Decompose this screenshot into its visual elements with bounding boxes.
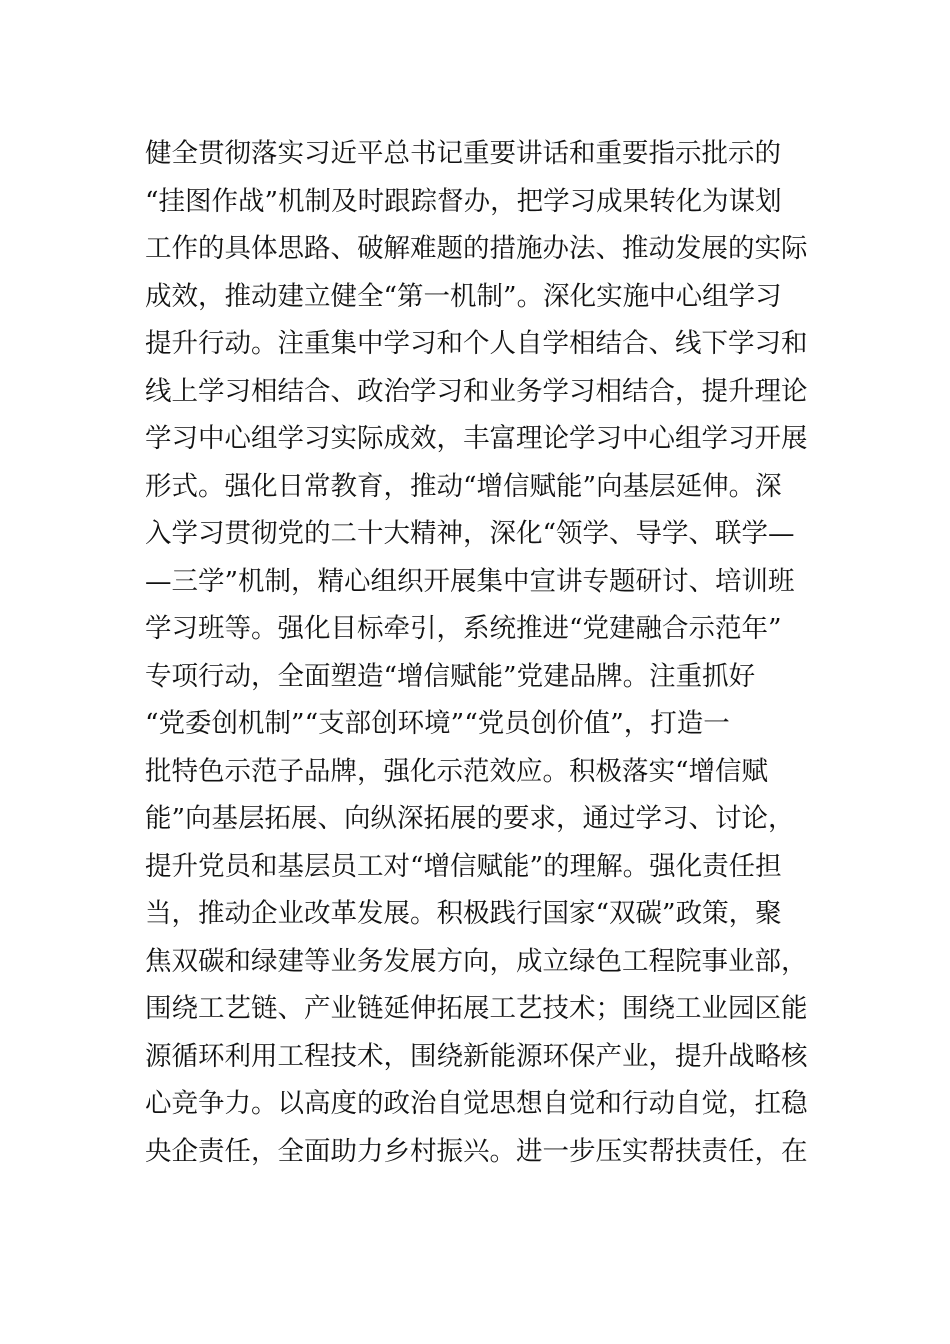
text-line: 提升行动。注重集中学习和个人自学相结合、线下学习和 [145, 328, 808, 359]
body-text [145, 130, 815, 1175]
text-line: “党委创机制”“支部创环境”“党员创价值”，打造一 [145, 708, 730, 739]
text-line: 央企责任，全面助力乡村振兴。进一步压实帮扶责任，在 [145, 1135, 808, 1167]
text-line: 入学习贯彻党的二十大精神，深化“领学、导学、联学— [145, 518, 795, 549]
text-line: 焦双碳和绿建等业务发展方向，成立绿色工程院事业部， [145, 945, 808, 977]
text-line: 学习中心组学习实际成效，丰富理论学习中心组学习开展 [145, 423, 808, 454]
text-line: 健全贯彻落实习近平总书记重要讲话和重要指示批示的 [145, 138, 781, 169]
text-line: 成效，推动建立健全“第一机制”。深化实施中心组学习 [145, 280, 782, 312]
text-line: “挂图作战”机制及时跟踪督办，把学习成果转化为谋划 [145, 185, 782, 217]
text-line: 当，推动企业改革发展。积极践行国家“双碳”政策，聚 [145, 898, 782, 929]
text-line: 提升党员和基层员工对“增信赋能”的理解。强化责任担 [145, 850, 782, 882]
text-line: 心竞争力。以高度的政治自觉思想自觉和行动自觉，扛稳 [145, 1088, 808, 1119]
text-line: 工作的具体思路、破解难题的措施办法、推动发展的实际 [145, 233, 808, 264]
text-line: 批特色示范子品牌，强化示范效应。积极落实“增信赋 [145, 755, 769, 787]
text-line: —三学”机制，精心组织开展集中宣讲专题研讨、培训班 [145, 565, 795, 597]
text-line: 围绕工艺链、产业链延伸拓展工艺技术；围绕工业园区能 [145, 993, 808, 1024]
text-line: 源循环利用工程技术，围绕新能源环保产业，提升战略核 [145, 1040, 808, 1072]
text-line: 学习班等。强化目标牵引，系统推进“党建融合示范年” [145, 613, 782, 644]
text-line: 专项行动，全面塑造“增信赋能”党建品牌。注重抓好 [145, 660, 756, 692]
text-line: 能”向基层拓展、向纵深拓展的要求，通过学习、讨论， [145, 803, 795, 834]
text-line: 线上学习相结合、政治学习和业务学习相结合，提升理论 [145, 375, 808, 407]
text-line: 形式。强化日常教育，推动“增信赋能”向基层延伸。深 [145, 470, 782, 502]
